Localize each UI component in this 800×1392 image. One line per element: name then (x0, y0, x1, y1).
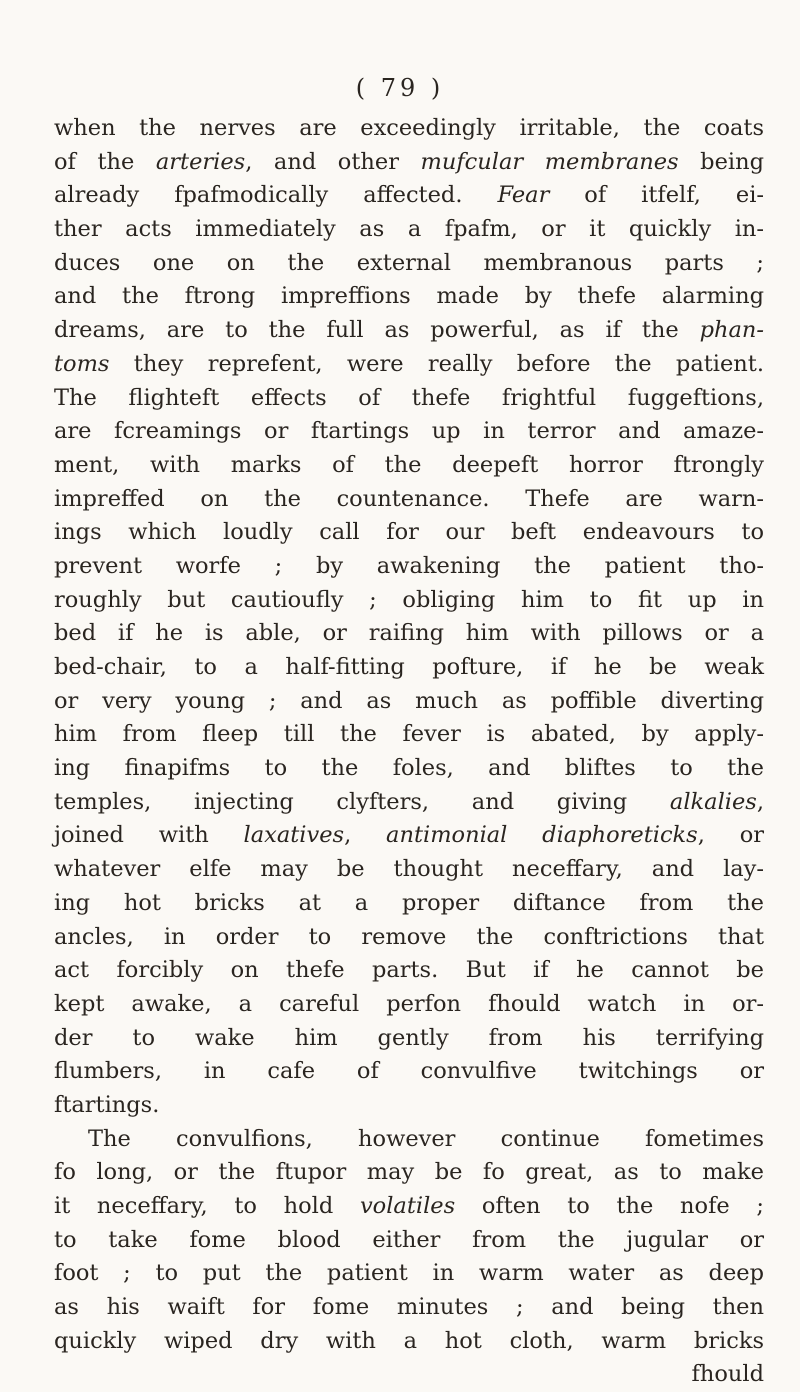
text-line: and the ftrong impreffions made by thefe alarming (54, 283, 764, 310)
paragraph-1 (54, 112, 764, 1123)
text-line: temples, injecting clyfters, and giving alkalies, (54, 788, 764, 815)
text-line: ing finapifms to the foles, and bliftes to the (54, 755, 764, 782)
text-line: toms they reprefent, were really before the patient. (54, 350, 764, 377)
text-line: fhould (691, 1361, 764, 1388)
italic-term: mufcular membranes (420, 148, 679, 175)
text-line: ther acts immediately as a fpafm, or it quickly in- (54, 216, 764, 243)
text-line: The flighteft effects of thefe frightful fuggeftions, (54, 384, 764, 411)
italic-term: volatiles (359, 1193, 456, 1219)
text-line: already fpafmodically affected. Fear of itfelf, ei- (54, 182, 765, 209)
text-line: duces one on the external membranous parts ; (54, 249, 764, 276)
italic-term: phan- (699, 317, 764, 344)
text-line: ings which loudly call for our beft endeavours to (54, 519, 764, 546)
text-line: it neceffary, to hold volatiles often to the nofe ; (54, 1193, 764, 1219)
text-line: when the nerves are exceedingly irritable, the coats (54, 115, 764, 141)
text-line: bed-chair, to a half-fitting pofture, if he be weak (54, 654, 764, 680)
italic-term: alkalies (669, 788, 757, 815)
text-line: as his waift for fome minutes ; and being then (54, 1294, 764, 1321)
text-line: The convulfions, however continue fometimes (88, 1125, 764, 1152)
text-line: ancles, in order to remove the conftrictions that (54, 923, 764, 950)
text-line: him from fleep till the fever is abated, by apply- (54, 721, 764, 748)
text-line: fo long, or the ftupor may be fo great, as to make (54, 1159, 764, 1186)
body-text (54, 112, 764, 1392)
page-number: ( 79 ) (355, 74, 445, 102)
italic-term: toms (54, 350, 110, 377)
text-line: der to wake him gently from his terrifying (54, 1024, 764, 1051)
text-line: of the arteries, and other mufcular membranes being (54, 148, 764, 175)
text-line: flumbers, in cafe of convulfive twitchings or (54, 1058, 764, 1085)
text-line: kept awake, a careful perfon fhould watch in or- (54, 990, 764, 1017)
text-line: quickly wiped dry with a hot cloth, warm bricks (54, 1327, 764, 1354)
italic-term: laxatives (243, 822, 345, 849)
text-line: ment, with marks of the deepeft horror ftrongly (54, 451, 764, 478)
italic-term: Fear (497, 182, 550, 209)
paragraph-2 (54, 1123, 764, 1392)
text-line: foot ; to put the patient in warm water as deep (54, 1260, 764, 1287)
text-line: prevent worfe ; by awakening the patient tho- (54, 552, 764, 579)
text-line: ftartings. (54, 1091, 160, 1118)
text-line: act forcibly on thefe parts. But if he cannot be (54, 957, 764, 984)
text-line: or very young ; and as much as poffible diverting (54, 687, 764, 714)
text-line: are fcreamings or ftartings up in terror and amaze- (54, 418, 764, 445)
text-line: joined with laxatives, antimonial diaphoreticks, or (54, 822, 764, 849)
text-line: bed if he is able, or raifing him with pillows or a (54, 620, 764, 647)
text-line: dreams, are to the full as powerful, as if the phan- (54, 317, 764, 344)
text-line: to take fome blood either from the jugular or (54, 1226, 764, 1253)
text-line: roughly but cautioufly ; obliging him to fit up in (54, 586, 764, 613)
italic-term: antimonial diaphoreticks (386, 822, 698, 849)
text-line: whatever elfe may be thought neceffary, and lay- (54, 856, 764, 883)
italic-term: arteries (155, 148, 246, 175)
text-line: impreffed on the countenance. Thefe are warn- (54, 485, 764, 512)
text-line: ing hot bricks at a proper diftance from the (54, 889, 764, 916)
